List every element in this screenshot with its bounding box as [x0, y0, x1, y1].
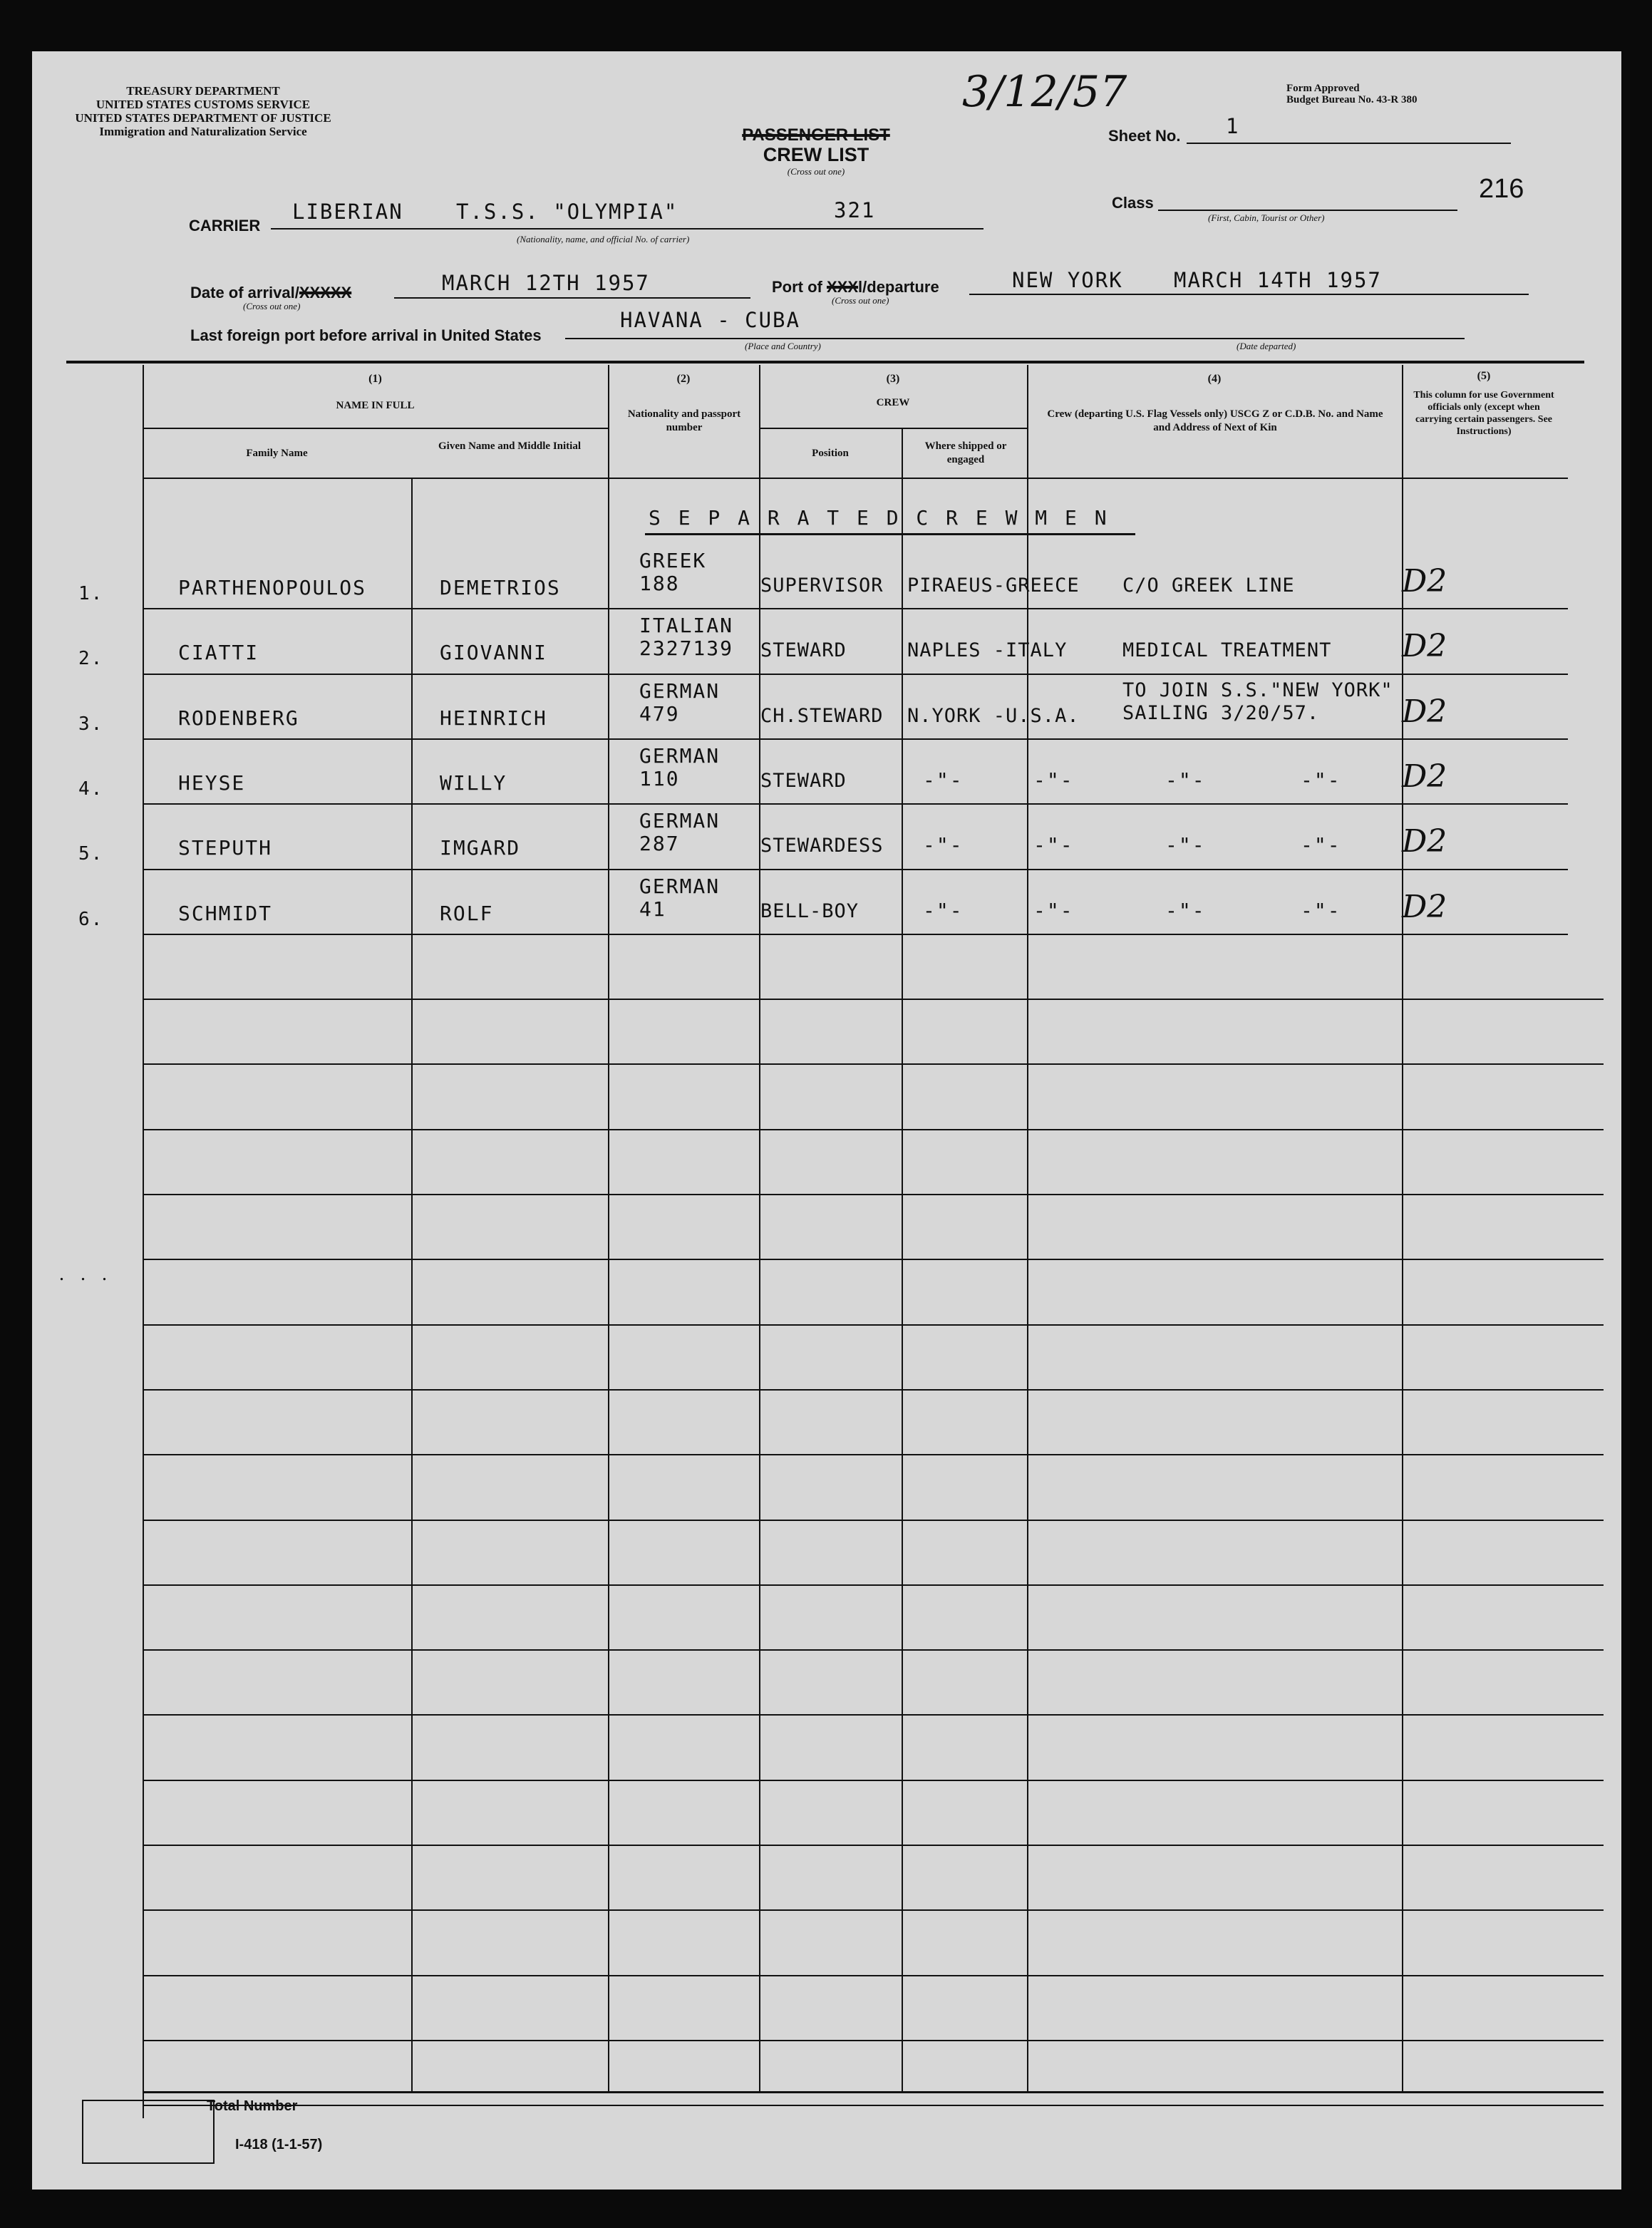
given-name: ROLF — [440, 902, 494, 925]
passenger-list-crossed: PASSENGER LIST — [742, 125, 890, 145]
arrival-underline — [394, 297, 750, 299]
ins-label: Immigration and Naturalization Service — [99, 125, 307, 138]
row-rule — [143, 674, 1568, 675]
arrival-date: MARCH 12TH 1957 — [442, 271, 650, 295]
form-approved-label: Form Approved — [1286, 83, 1360, 94]
col-sep-name-nat — [608, 365, 609, 2091]
nationality: GERMAN — [639, 809, 721, 832]
nationality: GERMAN — [639, 744, 721, 768]
title-cross-out-note: (Cross out one) — [787, 166, 845, 177]
given-name: WILLY — [440, 771, 507, 795]
col2-title: Nationality and passport number — [627, 408, 741, 433]
where-shipped: -"- — [923, 833, 964, 857]
customs-label: UNITED STATES CUSTOMS SERVICE — [95, 98, 311, 111]
row-rule — [143, 999, 1604, 1000]
next-of-kin: -"- — [1033, 768, 1074, 792]
treasury-label: TREASURY DEPARTMENT — [126, 84, 280, 98]
col2-number: (2) — [676, 373, 691, 385]
last-port-label: Last foreign port before arrival in United States — [190, 326, 542, 344]
row-rule — [143, 869, 1568, 870]
form-number: I-418 (1-1-57) — [235, 2137, 323, 2152]
crew-list-form — [32, 51, 1621, 2190]
row-rule — [143, 1845, 1604, 1846]
agency-header — [61, 84, 346, 138]
position: SUPERVISOR — [760, 574, 884, 597]
next-of-kin: -"- — [1033, 899, 1074, 922]
row-rule — [143, 2040, 1604, 2041]
departure-label — [772, 278, 939, 296]
given-name: GIOVANNI — [440, 641, 547, 664]
row-rule — [143, 1649, 1604, 1651]
col-sep-nat-crew — [759, 365, 760, 2091]
family-name: SCHMIDT — [178, 902, 273, 925]
header-bottom-rule — [143, 478, 1568, 479]
row-rule — [143, 2105, 1604, 2106]
row-number: 2. — [78, 648, 104, 669]
col-shipped-header: Where shipped or engaged — [924, 440, 1007, 465]
next-of-kin: -"- — [1301, 833, 1341, 857]
row-rule — [143, 1194, 1604, 1195]
last-port-place-note: (Place and Country) — [745, 341, 821, 351]
official-mark: D2 — [1402, 889, 1447, 925]
row-rule — [143, 1780, 1604, 1781]
next-of-kin: C/O GREEK LINE — [1122, 574, 1295, 597]
passport-number: 188 — [639, 572, 680, 595]
date-departed-note: (Date departed) — [1237, 341, 1296, 351]
form-approved — [1286, 83, 1418, 105]
table-top-rule — [66, 361, 1584, 363]
row-rule — [143, 934, 1568, 935]
class-underline — [1158, 210, 1457, 211]
official-mark: D2 — [1402, 693, 1447, 730]
position: BELL-BOY — [760, 900, 859, 922]
departure-cross-out-note: (Cross out one) — [832, 295, 889, 306]
col-sep-kin-gov — [1402, 365, 1403, 2091]
col-family-header: Family Name — [246, 448, 308, 459]
given-name: HEINRICH — [440, 706, 547, 730]
given-name: IMGARD — [440, 836, 521, 860]
arrival-cross-out-note: (Cross out one) — [243, 301, 301, 311]
table-bottom-rule — [143, 2091, 1604, 2093]
row-rule — [143, 1454, 1604, 1455]
row-number: 4. — [78, 778, 104, 800]
row-number: 3. — [78, 713, 104, 735]
crew-subheader-rule — [759, 428, 1027, 429]
row-number: 6. — [78, 909, 104, 930]
departure-label-suffix: l/departure — [858, 278, 939, 296]
date-departed-underline — [1065, 338, 1465, 339]
class-note: (First, Cabin, Tourist or Other) — [1208, 212, 1325, 223]
sheet-no-value: 1 — [1226, 114, 1240, 138]
passport-number: 2327139 — [639, 636, 734, 660]
section-heading-underline — [645, 533, 1135, 535]
nationality: GREEK — [639, 549, 707, 572]
official-mark: D2 — [1402, 628, 1447, 664]
budget-bureau-label: Budget Bureau No. 43-R 380 — [1286, 94, 1418, 105]
arrival-crossed: XXXXX — [299, 284, 352, 301]
sheet-no-label: Sheet No. — [1108, 127, 1181, 145]
total-box — [82, 2100, 215, 2164]
col5-title: This column for use Government officials only (except when carrying certain passengers. See Instructions) — [1413, 390, 1554, 437]
departure-port: NEW YORK — [1012, 268, 1123, 292]
nationality: GERMAN — [639, 875, 721, 898]
col5-number: (5) — [1477, 370, 1491, 382]
where-shipped: NAPLES -ITALY — [907, 639, 1068, 661]
total-number-label: Total Number — [207, 2098, 298, 2114]
col-given-header: Given Name and Middle Initial — [438, 440, 582, 452]
carrier-nationality: LIBERIAN — [292, 200, 403, 224]
margin-ellipsis: . . . — [59, 1263, 113, 1285]
last-port-underline — [565, 338, 1078, 339]
family-name: RODENBERG — [178, 706, 299, 730]
next-of-kin: -"- — [1165, 768, 1206, 792]
row-rule — [143, 738, 1568, 740]
next-of-kin: TO JOIN S.S."NEW YORK" — [1122, 679, 1393, 701]
row-rule — [143, 1324, 1604, 1326]
arrival-label-prefix: Date of arrival/ — [190, 284, 299, 301]
table-left-border — [143, 365, 144, 2118]
row-rule — [143, 1584, 1604, 1586]
col4-number: (4) — [1207, 373, 1222, 385]
next-of-kin: -"- — [1301, 768, 1341, 792]
position: STEWARDESS — [760, 835, 884, 857]
where-shipped: -"- — [923, 768, 964, 792]
where-shipped: N.YORK -U.S.A. — [907, 705, 1080, 727]
col4-title: Crew (departing U.S. Flag Vessels only) USCG Z or C.D.B. No. and Name and Address of Next of Kin — [1047, 408, 1383, 433]
next-of-kin: MEDICAL TREATMENT — [1122, 639, 1332, 661]
family-name: PARTHENOPOULOS — [178, 576, 367, 599]
justice-label: UNITED STATES DEPARTMENT OF JUSTICE — [75, 111, 331, 125]
family-name: STEPUTH — [178, 836, 273, 860]
official-mark: D2 — [1402, 758, 1447, 795]
row-number: 5. — [78, 843, 104, 865]
passport-number: 479 — [639, 702, 680, 726]
departure-crossed: XXX — [827, 278, 859, 296]
carrier-underline — [271, 228, 984, 229]
position: STEWARD — [760, 639, 847, 661]
carrier-official-no: 321 — [834, 198, 876, 222]
class-label: Class — [1112, 194, 1154, 212]
row-rule — [143, 1129, 1604, 1130]
row-rule — [143, 1389, 1604, 1391]
col-sep-crew-kin — [1027, 365, 1028, 2091]
position: CH.STEWARD — [760, 705, 884, 727]
col3-number: (3) — [886, 373, 900, 385]
list-title — [709, 125, 923, 177]
nationality: ITALIAN — [639, 614, 734, 637]
passport-number: 110 — [639, 767, 680, 790]
carrier-name: T.S.S. "OLYMPIA" — [456, 200, 678, 224]
row-rule — [143, 1909, 1604, 1911]
family-name: HEYSE — [178, 771, 246, 795]
passport-number: 287 — [639, 832, 680, 855]
carrier-note: (Nationality, name, and official No. of carrier) — [517, 234, 690, 244]
next-of-kin: -"- — [1165, 899, 1206, 922]
arrival-label — [190, 284, 351, 302]
row-rule — [143, 1714, 1604, 1716]
row-rule — [143, 1520, 1604, 1521]
row-rule — [143, 608, 1568, 609]
where-shipped: -"- — [923, 899, 964, 922]
next-of-kin: -"- — [1165, 833, 1206, 857]
departure-date: MARCH 14TH 1957 — [1174, 268, 1382, 292]
col1-title: NAME IN FULL — [336, 400, 415, 411]
sheet-no-underline — [1187, 143, 1511, 144]
row-rule — [143, 1975, 1604, 1976]
col1-number: (1) — [368, 373, 382, 385]
passport-number: 41 — [639, 897, 666, 921]
official-mark: D2 — [1402, 823, 1447, 860]
row-rule — [143, 803, 1568, 805]
where-shipped: PIRAEUS-GREECE — [907, 574, 1080, 597]
row-number: 1. — [78, 583, 104, 604]
nationality: GERMAN — [639, 679, 721, 703]
departure-label-prefix: Port of — [772, 278, 827, 296]
section-heading: S E P A R A T E D C R E W M E N — [649, 506, 1110, 530]
name-subheader-rule — [143, 428, 608, 429]
departure-underline — [969, 294, 1529, 295]
handwritten-date: 3/12/57 — [962, 67, 1127, 117]
carrier-label: CARRIER — [189, 217, 261, 234]
crew-list-title: CREW LIST — [763, 144, 869, 165]
class-number: 216 — [1479, 174, 1524, 204]
family-name: CIATTI — [178, 641, 259, 664]
row-rule — [143, 1259, 1604, 1260]
official-mark: D2 — [1402, 563, 1447, 599]
position: STEWARD — [760, 770, 847, 792]
row-rule — [143, 1063, 1604, 1065]
col3-title: CREW — [876, 397, 910, 408]
given-name: DEMETRIOS — [440, 576, 561, 599]
col-sep-family-given — [411, 478, 413, 2091]
last-port-value: HAVANA - CUBA — [620, 308, 800, 332]
col-position-header: Position — [812, 448, 849, 459]
next-of-kin: -"- — [1301, 899, 1341, 922]
next-of-kin: -"- — [1033, 833, 1074, 857]
next-of-kin: SAILING 3/20/57. — [1122, 702, 1320, 724]
